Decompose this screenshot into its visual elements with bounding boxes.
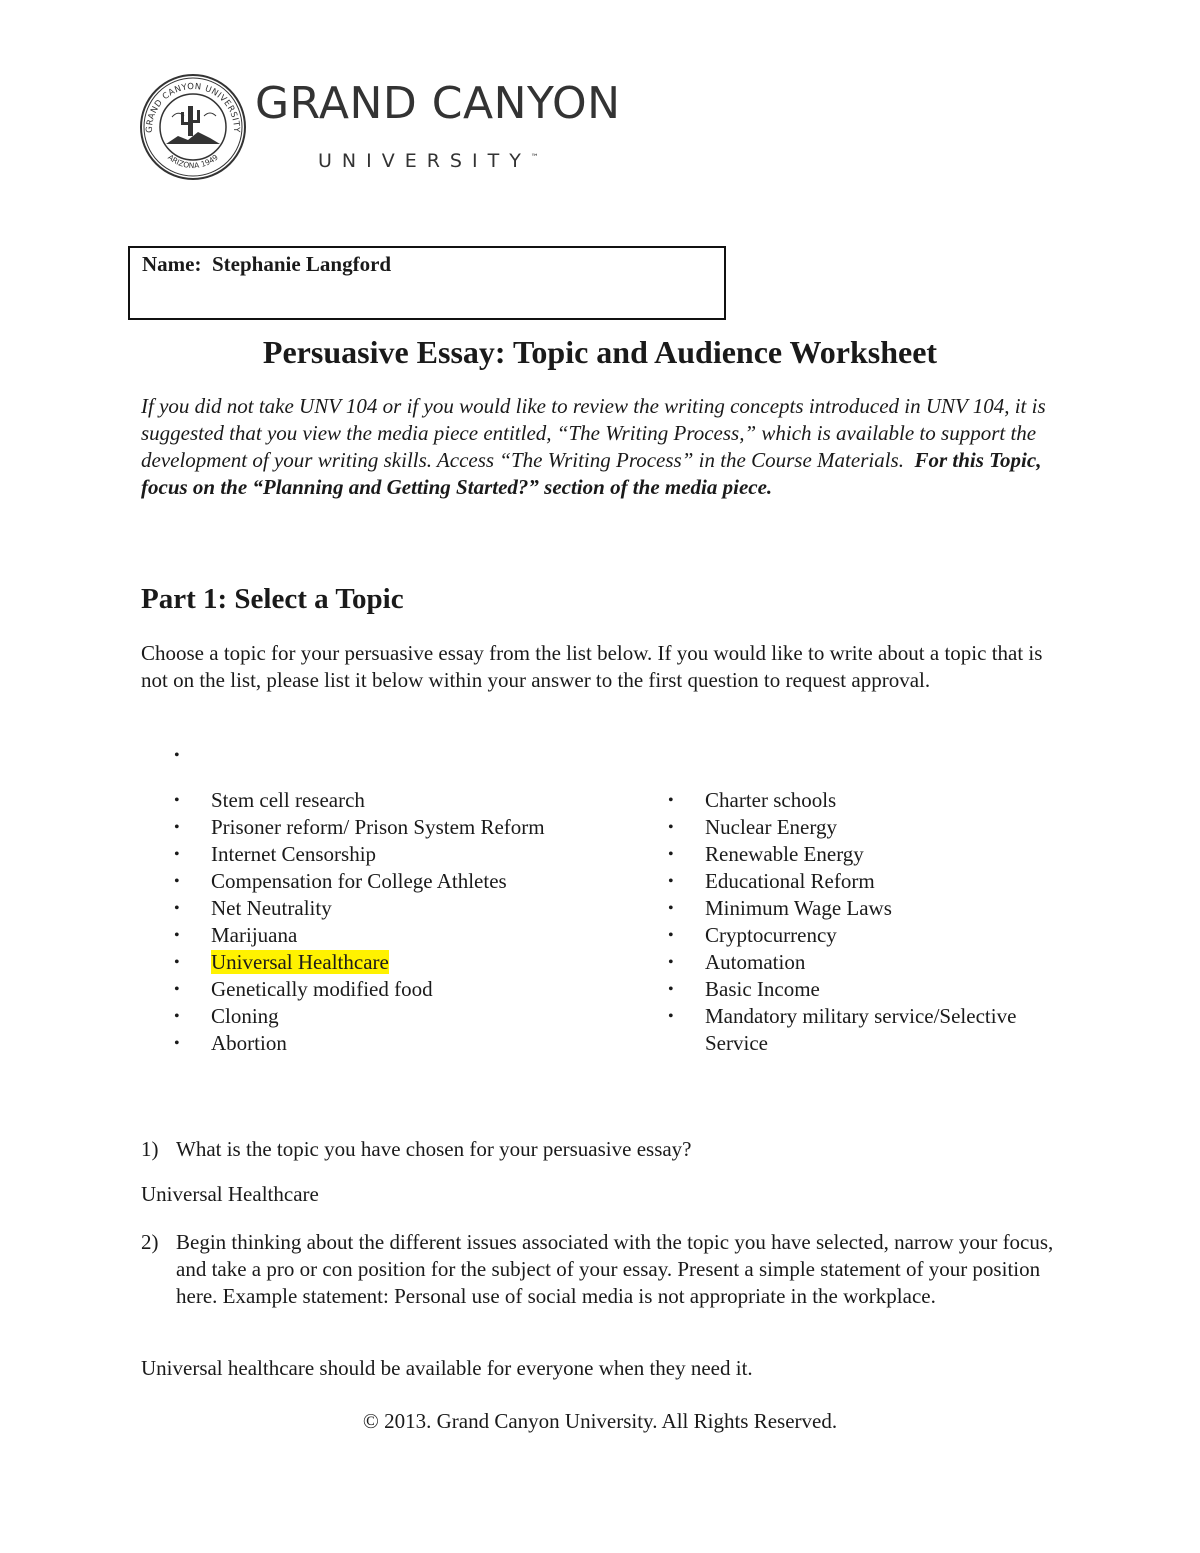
topic-label: Mandatory military service/Selective Service [705, 1004, 1017, 1055]
topic-item [141, 814, 561, 841]
topic-item [635, 814, 1065, 841]
topic-label: Nuclear Energy [705, 815, 837, 839]
name-label: Name: [142, 252, 202, 276]
topic-label: Marijuana [211, 923, 298, 947]
topic-label: Prisoner reform/ Prison System Reform [211, 815, 545, 839]
topic-label: Minimum Wage Laws [705, 896, 892, 920]
topic-label: Compensation for College Athletes [211, 869, 507, 893]
topic-item [635, 787, 1065, 814]
topic-label: Renewable Energy [705, 842, 864, 866]
topic-item [141, 1030, 561, 1057]
name-line [142, 252, 391, 277]
topic-label: Abortion [211, 1031, 287, 1055]
logo-wordmark-university: UNIVERSITY [318, 150, 531, 172]
topic-item [141, 949, 561, 976]
topic-item [635, 922, 1065, 949]
intro-paragraph [141, 393, 1071, 501]
svg-text:ARIZONA 1949 [166, 153, 220, 171]
answer-2: Universal healthcare should be available for everyone when they need it. [141, 1356, 753, 1380]
intro-italic-text: If you did not take UNV 104 or if you would like to review the writing concepts introduced in UNV 104, it is suggested that you view the media piece entitled, “The Writing Process,” which is available to support the development of your writing skills. Access “The Writing Process” in the Course Materials. [141, 394, 1046, 472]
topic-item [635, 976, 1065, 1003]
name-value: Stephanie Langford [211, 252, 392, 276]
empty-bullet-list [141, 742, 441, 769]
topic-label: Universal Healthcare [211, 950, 389, 974]
topic-item [635, 949, 1065, 976]
question-2 [141, 1229, 1071, 1310]
question-1 [141, 1136, 1071, 1163]
part1-instructions: Choose a topic for your persuasive essay from the list below. If you would like to write about a topic that is not on the list, please list it below within your answer to the first question to request approval. [141, 641, 1043, 692]
seal-text-top: GRAND CANYON UNIVERSITY [144, 81, 242, 133]
worksheet-title: Persuasive Essay: Topic and Audience Worksheet [262, 334, 938, 370]
university-logo [138, 72, 628, 184]
topic-label: Automation [705, 950, 806, 974]
seal-text-bottom: ARIZONA 1949 [166, 152, 220, 171]
topic-item [141, 787, 561, 814]
question-1-text: What is the topic you have chosen for your persuasive essay? [176, 1137, 692, 1161]
question-2-text: Begin thinking about the different issues associated with the topic you have selected, narrow your focus, and take a pro or con position for the subject of your essay. Present a simple statement of your position here. Example statement: Personal use of social media is not appropriate in the workplace. [176, 1230, 1054, 1308]
topic-item [141, 868, 561, 895]
topic-item [141, 895, 561, 922]
topic-label: Net Neutrality [211, 896, 332, 920]
question-2-number: 2) [141, 1230, 159, 1254]
copyright-footer: © 2013. Grand Canyon University. All Rights Reserved. [362, 1409, 838, 1433]
answer-1: Universal Healthcare [141, 1182, 319, 1206]
topic-label: Internet Censorship [211, 842, 377, 866]
topic-label: Charter schools [705, 788, 837, 812]
topic-list-left [141, 787, 561, 1057]
topic-item [635, 1003, 1065, 1057]
topic-label: Educational Reform [705, 869, 875, 893]
topic-item [141, 1003, 561, 1030]
topic-label: Stem cell research [211, 788, 365, 812]
intro-bold-text: For this Topic, focus on the “Planning and Getting Started?” section of the media piece. [141, 448, 1042, 499]
question-1-number: 1) [141, 1137, 159, 1161]
topic-label: Cloning [211, 1004, 279, 1028]
topic-label: Genetically modified food [211, 977, 433, 1001]
part1-heading: Part 1: Select a Topic [141, 583, 404, 615]
topic-item [635, 868, 1065, 895]
logo-wordmark-line-1: GRAND CANYON [255, 78, 621, 129]
topic-label: Cryptocurrency [705, 923, 837, 947]
name-box [128, 246, 726, 320]
topic-label: Basic Income [705, 977, 820, 1001]
topic-list-right [635, 787, 1075, 1057]
logo-wordmark-line-2 [318, 150, 539, 172]
topic-item [141, 922, 561, 949]
university-seal-icon [138, 72, 248, 182]
trademark-symbol: ™ [530, 152, 539, 162]
topic-item [141, 976, 561, 1003]
topic-item [635, 841, 1065, 868]
topic-item [635, 895, 1065, 922]
topic-item [141, 841, 561, 868]
